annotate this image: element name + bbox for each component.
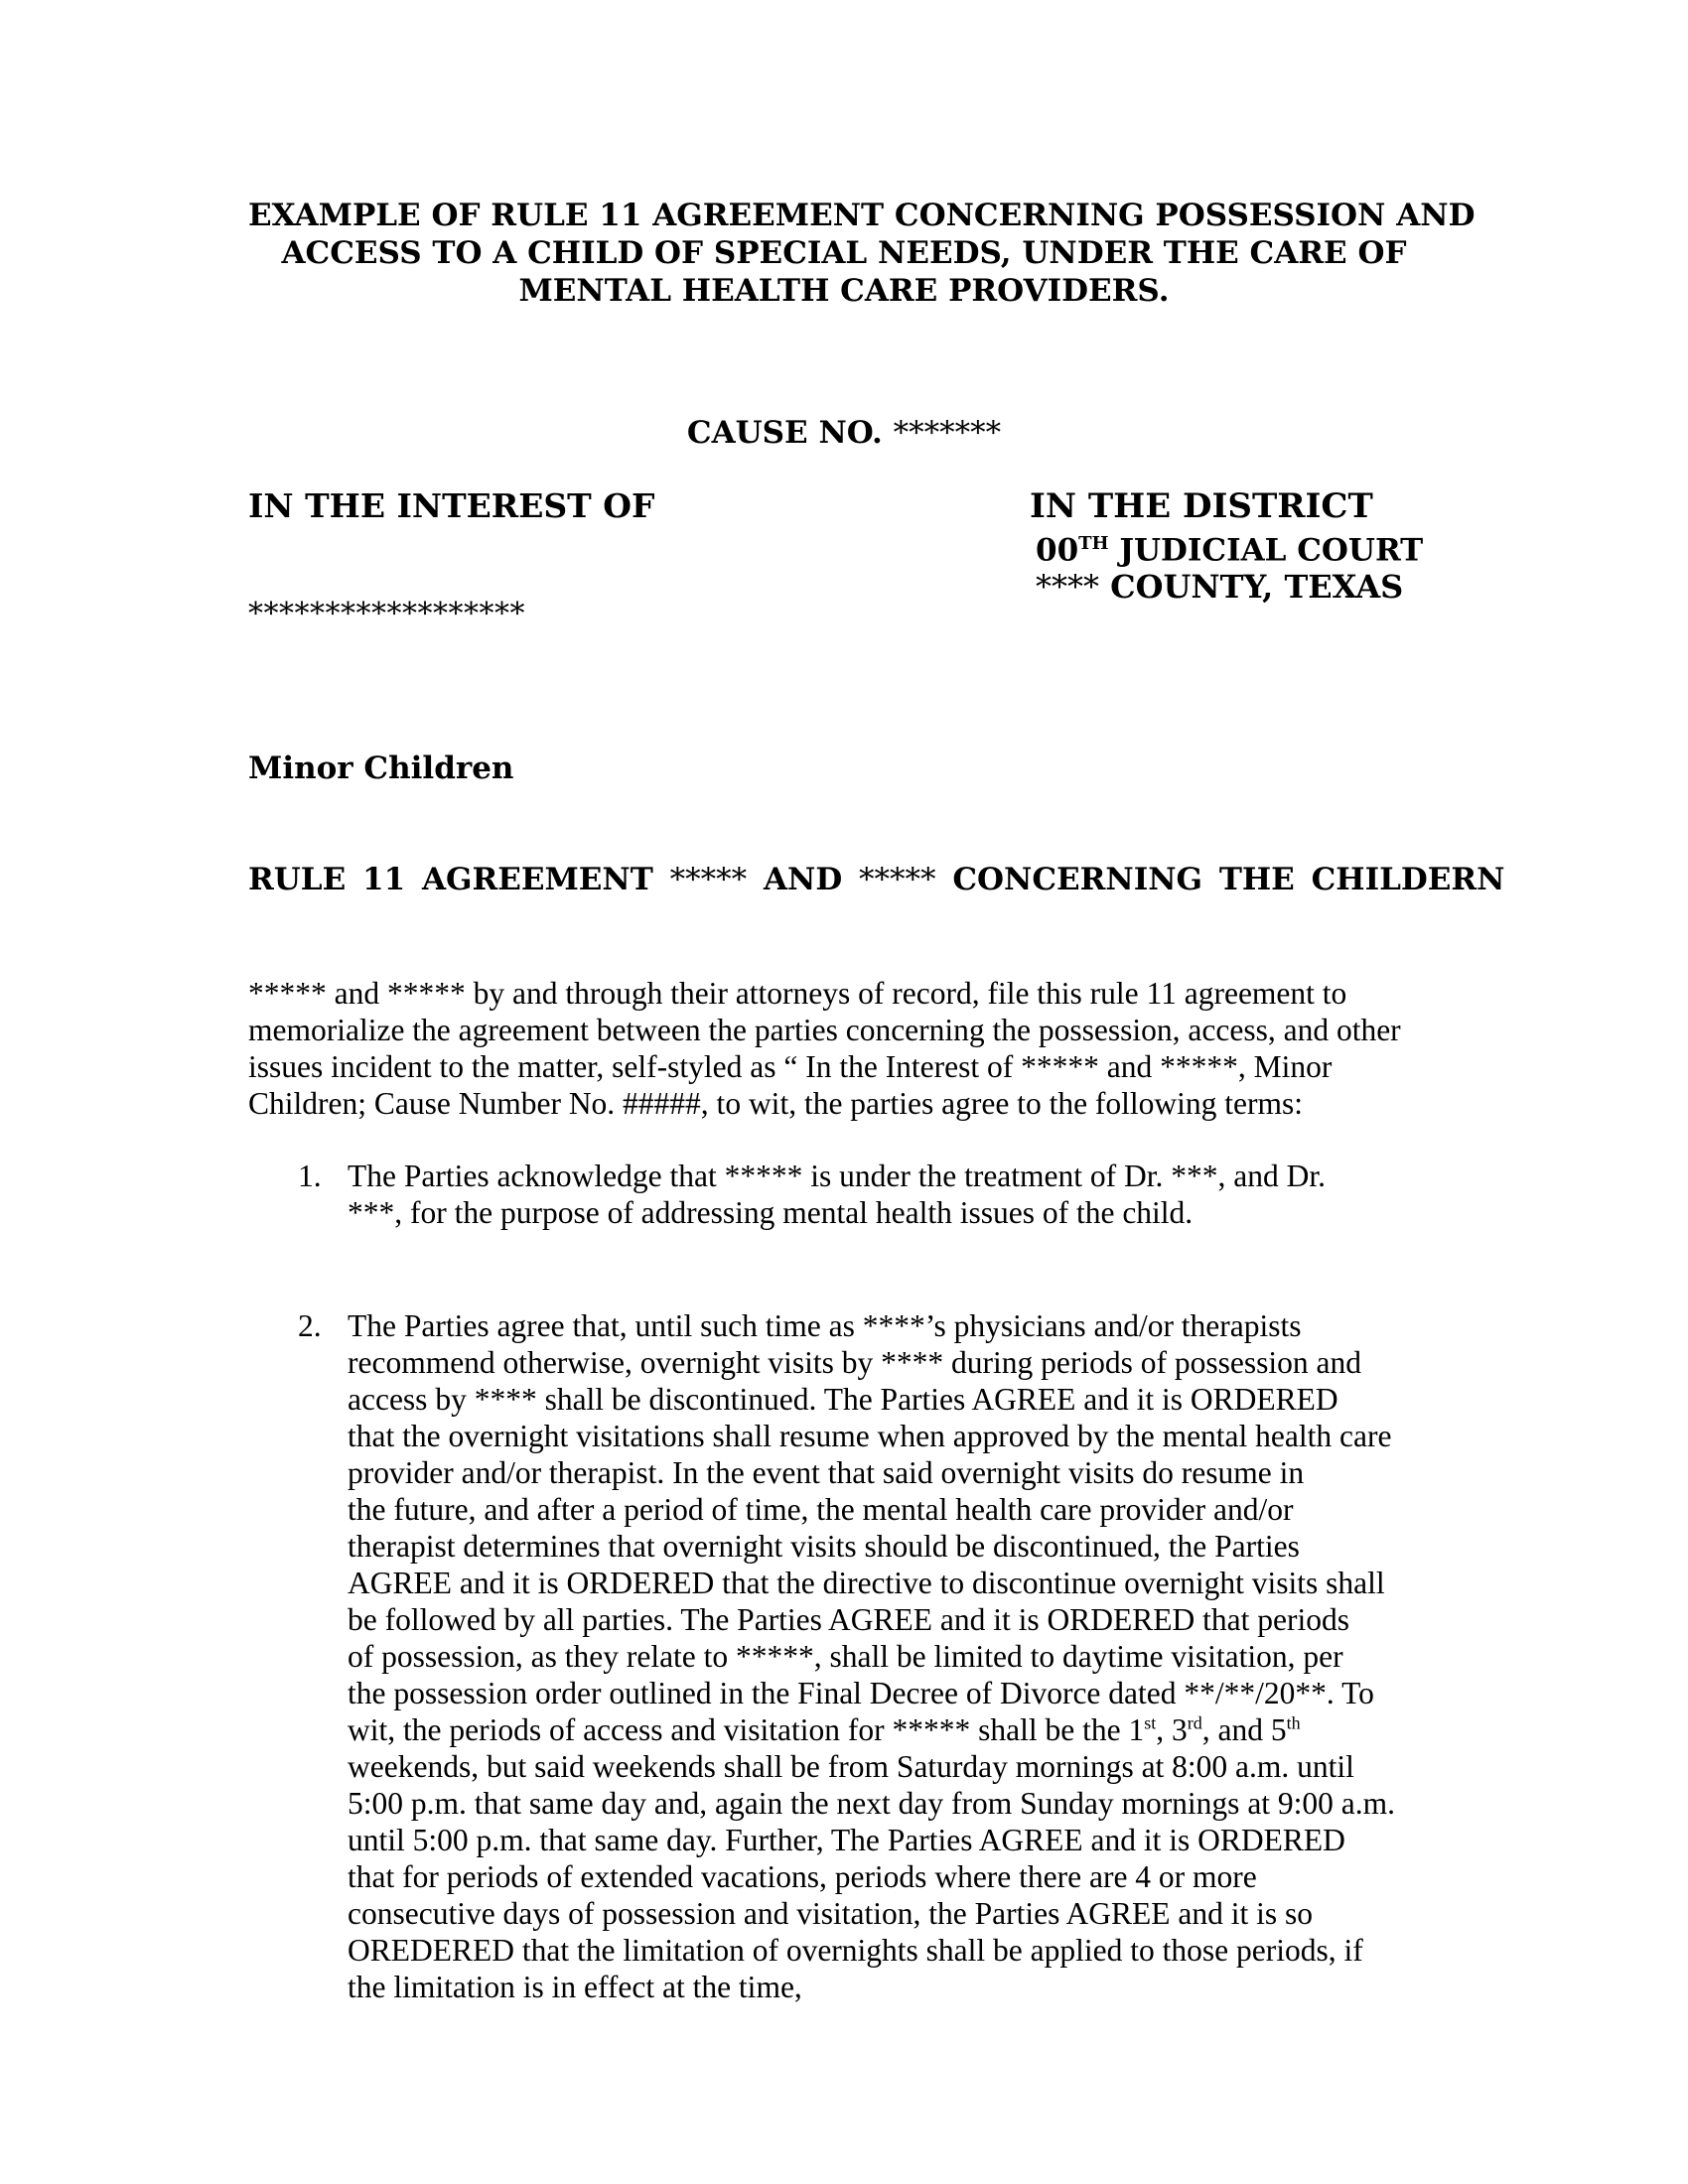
title-line: ACCESS TO A CHILD OF SPECIAL NEEDS, UNDER THE CARE OF <box>281 235 1407 271</box>
list-item-line: access by **** shall be discontinued. The Parties AGREE and it is ORDERED <box>348 1382 1338 1417</box>
list-item-line: OREDERED that the limitation of overnights shall be applied to those periods, if <box>348 1933 1363 1968</box>
list-item-number: 1. <box>298 1159 322 1193</box>
heading-part: RULE 11 AGREEMENT <box>248 862 653 897</box>
intro-line: memorialize the agreement between the parties concerning the possession, access, and other <box>248 1013 1401 1047</box>
list-item-line: until 5:00 p.m. that same day. Further, The Parties AGREE and it is ORDERED <box>348 1823 1345 1857</box>
county-stars: **** <box>1036 568 1099 607</box>
list-item-line: The Parties acknowledge that ***** is under the treatment of Dr. ***, and Dr. <box>348 1159 1326 1193</box>
weekend-text: , 3 <box>1156 1712 1188 1747</box>
title-line: EXAMPLE OF RULE 11 AGREEMENT CONCERNING POSSESSION AND <box>248 198 1476 233</box>
list-item-text <box>348 1307 1395 2005</box>
intro-line: issues incident to the matter, self-styled as “ In the Interest of ***** and *****, Minor <box>248 1049 1333 1084</box>
county-text: COUNTY, TEXAS <box>1099 568 1404 607</box>
list-item-line: be followed by all parties. The Parties AGREE and it is ORDERED that periods <box>348 1602 1349 1637</box>
list-item-line-weekends <box>348 1711 1395 1748</box>
weekend-text: wit, the periods of access and visitation for ***** shall be the 1 <box>348 1712 1145 1747</box>
ordinal-suffix: th <box>1286 1712 1301 1733</box>
list-item-line: that the overnight visitations shall resume when approved by the mental health care <box>348 1419 1392 1453</box>
list-item-line: AGREE and it is ORDERED that the directive to discontinue overnight visits shall <box>348 1566 1385 1600</box>
list-item-line: the limitation is in effect at the time, <box>348 1970 802 2004</box>
ordinal-suffix: st <box>1144 1712 1157 1733</box>
list-item-line: 5:00 p.m. that same day and, again the next day from Sunday mornings at 9:00 a.m. <box>348 1786 1396 1821</box>
court-judicial-text: JUDICIAL COURT <box>1108 532 1424 569</box>
list-item-line: consecutive days of possession and visitation, the Parties AGREE and it is so <box>348 1896 1314 1931</box>
weekend-text: , and 5 <box>1201 1712 1287 1747</box>
cause-label: CAUSE NO. <box>686 415 883 451</box>
cause-value: ******* <box>893 415 1002 451</box>
list-item-line: of possession, as they relate to *****, shall be limited to daytime visitation, per <box>348 1639 1343 1674</box>
intro-line: ***** and ***** by and through their attorneys of record, file this rule 11 agreement to <box>248 976 1347 1011</box>
cause-number <box>0 415 1688 451</box>
court-district: IN THE DISTRICT <box>1030 486 1373 526</box>
list-item-line: provider and/or therapist. In the event that said overnight visits do resume in <box>348 1455 1305 1490</box>
heading-part: CONCERNING THE CHILDERN <box>952 862 1505 897</box>
list-item-line: The Parties agree that, until such time as ****’s physicians and/or therapists <box>348 1308 1302 1343</box>
heading-stars: ***** <box>669 862 748 897</box>
ordinal-suffix: rd <box>1187 1712 1202 1733</box>
intro-paragraph <box>248 975 1445 1122</box>
minor-children-label: Minor Children <box>248 751 514 786</box>
caption-party: ****************** <box>248 597 525 631</box>
heading-part: AND <box>763 862 843 897</box>
list-item-line: that for periods of extended vacations, periods where there are 4 or more <box>348 1859 1257 1894</box>
list-item-line: ***, for the purpose of addressing mental health issues of the child. <box>348 1195 1194 1230</box>
list-item-line: therapist determines that overnight visits should be discontinued, the Parties <box>348 1529 1300 1564</box>
caption-interest: IN THE INTEREST OF <box>248 486 655 525</box>
title-line: MENTAL HEALTH CARE PROVIDERS. <box>518 273 1170 309</box>
court-number: 00 <box>1036 532 1079 569</box>
court-judicial <box>1030 526 1423 568</box>
list-item-line: weekends, but said weekends shall be from Saturday mornings at 8:00 a.m. until <box>348 1749 1354 1784</box>
document-title <box>248 197 1476 310</box>
list-item-line: recommend otherwise, overnight visits by **** during periods of possession and <box>348 1345 1361 1380</box>
list-item-line: the possession order outlined in the Final Decree of Divorce dated **/**/20**. To <box>348 1676 1374 1710</box>
list-item-text <box>348 1158 1326 1231</box>
court-county <box>1030 568 1423 606</box>
caption-court <box>1030 486 1423 606</box>
heading-stars: ***** <box>859 862 936 897</box>
list-item-number: 2. <box>298 1308 322 1343</box>
list-item-line: the future, and after a period of time, the mental health care provider and/or <box>348 1492 1294 1527</box>
intro-line: Children; Cause Number No. #####, to wit, the parties agree to the following terms: <box>248 1086 1304 1121</box>
agreement-heading <box>248 862 1505 897</box>
court-number-suffix: TH <box>1078 533 1109 554</box>
